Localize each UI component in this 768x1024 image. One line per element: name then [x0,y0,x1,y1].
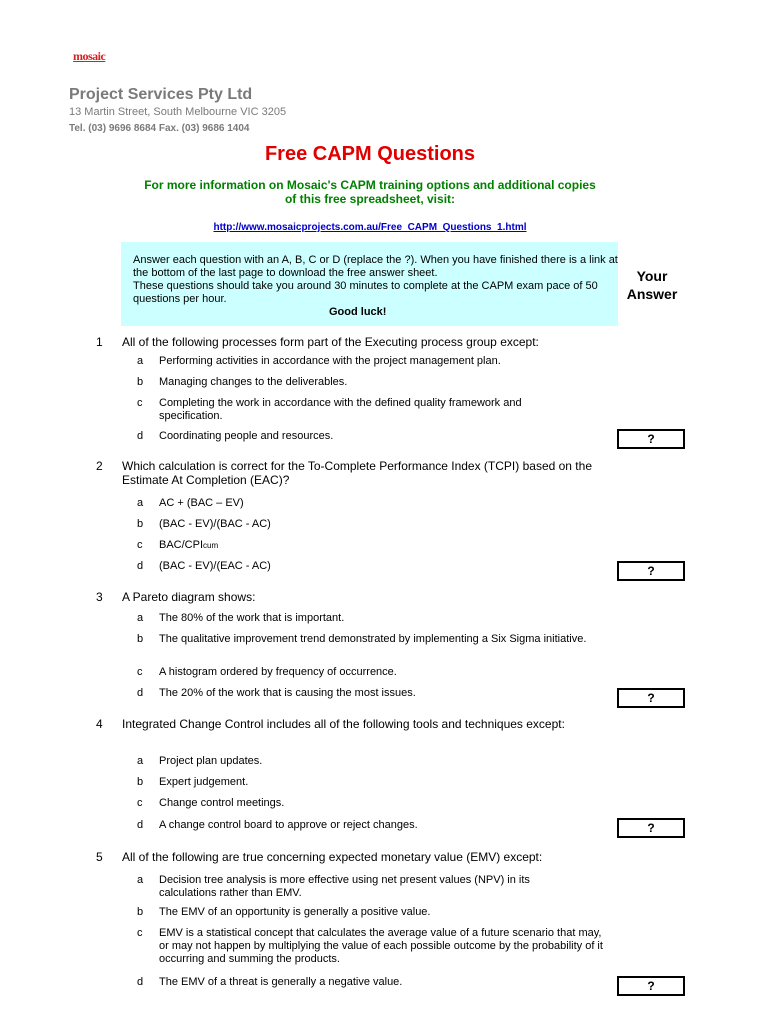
option-text: Performing activities in accordance with the project management plan. [159,355,501,367]
answer-box-q1[interactable]: ? [617,429,685,449]
option-letter: d [137,430,144,442]
mosaic-logo [73,47,121,63]
answer-box-q5[interactable]: ? [617,976,685,996]
info-line-2: of this free spreadsheet, visit: [284,192,456,206]
question-number: 5 [96,850,103,864]
question-number: 3 [96,590,103,604]
question-number: 2 [96,459,103,473]
option-letter: d [137,976,144,988]
option-text: EMV is a statistical concept that calculates the average value of a future scenario that may, or may not happen by multiplying the value of each possible outcome by the probability of it occurring and summing the products. [159,927,603,965]
question-text: Integrated Change Control includes all of the following tools and techniques except: [122,717,565,731]
option-letter: a [137,874,144,886]
question-text: All of the following are true concerning expected monetary value (EMV) except: [122,850,543,864]
answer-box-q3[interactable]: ? [617,688,685,708]
option-text: Coordinating people and resources. [159,430,334,442]
page-title: Free CAPM Questions [264,143,476,165]
answer-box-q2[interactable]: ? [617,561,685,581]
option-text: Project plan updates. [159,755,263,767]
option-text [159,539,614,552]
option-text: Managing changes to the deliverables. [159,376,348,388]
option-text: The EMV of an opportunity is generally a positive value. [159,906,431,918]
good-luck-text: Good luck! [329,306,387,318]
option-letter: b [137,776,144,788]
subscript-cum: cum [203,541,219,550]
option-text: The qualitative improvement trend demonstrated by implementing a Six Sigma initiative. [159,633,587,645]
answer-header-line-1: Your [636,268,668,284]
option-letter: a [137,497,144,509]
question-text: A Pareto diagram shows: [122,590,256,604]
question-text: Which calculation is correct for the To-Complete Performance Index (TCPI) based on the Estimate At Completion (EAC)? [122,459,592,487]
question-number: 4 [96,717,103,731]
option-text-main: BAC/CPI [159,539,204,551]
company-address: 13 Martin Street, South Melbourne VIC 3205 [69,106,287,118]
option-text: The EMV of a threat is generally a negative value. [159,976,403,988]
option-text: Change control meetings. [159,797,285,809]
option-letter: c [137,666,143,678]
option-text: The 20% of the work that is causing the most issues. [159,687,416,699]
option-letter: c [137,539,143,551]
instructions-para-2 [133,280,618,319]
company-name: Project Services Pty Ltd [69,86,253,103]
instructions-para-1: Answer each question with an A, B, C or D (replace the ?). When you have finished there is a link at the bottom of the last page to download the free answer sheet. [133,254,618,279]
option-text: A histogram ordered by frequency of occurrence. [159,666,397,678]
option-letter: b [137,518,144,530]
info-line-1: For more information on Mosaic's CAPM training options and additional copies [144,178,596,192]
option-letter: a [137,355,144,367]
option-letter: b [137,633,144,645]
option-text: (BAC - EV)/(EAC - AC) [159,560,271,572]
logo-text: mosaic [73,49,106,63]
option-text: (BAC - EV)/(BAC - AC) [159,518,271,530]
option-text: A change control board to approve or reject changes. [159,819,418,831]
option-letter: d [137,560,144,572]
info-text [120,178,620,206]
option-text: Decision tree analysis is more effective using net present values (NPV) in its calculations rather than EMV. [159,874,530,899]
answer-box-q4[interactable]: ? [617,818,685,838]
option-text: AC + (BAC – EV) [159,497,244,509]
option-text: The 80% of the work that is important. [159,612,345,624]
answer-column-header [620,267,684,303]
option-letter: d [137,687,144,699]
option-letter: b [137,376,144,388]
option-text: Expert judgement. [159,776,249,788]
option-letter: a [137,755,144,767]
option-letter: d [137,819,144,831]
answer-header-line-2: Answer [626,286,678,302]
option-letter: c [137,927,143,939]
info-link[interactable]: http://www.mosaicprojects.com.au/Free_CAPM_Questions_1.html [213,222,527,233]
instructions-para-2-text: These questions should take you around 30 minutes to complete at the CAPM exam pace of 50 questions per hour. [133,280,598,305]
company-phone: Tel. (03) 9696 8684 Fax. (03) 9686 1404 [69,123,250,134]
question-text: All of the following processes form part of the Executing process group except: [122,335,539,349]
option-letter: c [137,797,143,809]
option-letter: a [137,612,144,624]
question-number: 1 [96,335,103,349]
option-letter: b [137,906,144,918]
option-text: Completing the work in accordance with the defined quality framework and specification. [159,397,522,422]
instructions-box [121,242,618,326]
option-letter: c [137,397,143,409]
